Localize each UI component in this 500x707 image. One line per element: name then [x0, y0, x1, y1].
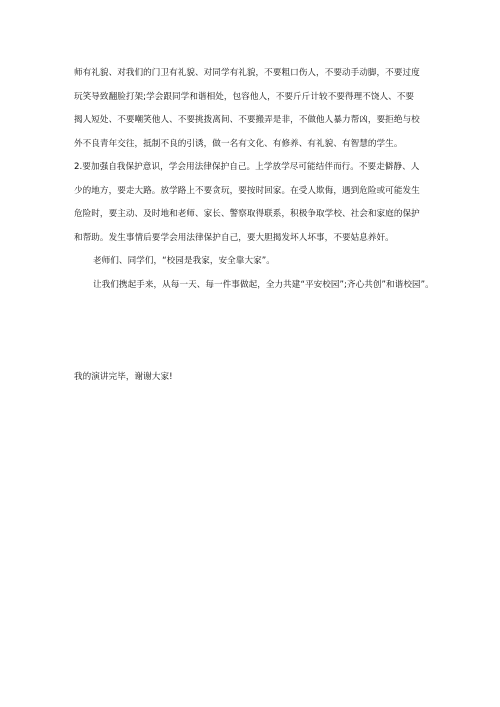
document-body	[74, 62, 434, 390]
text-line: 少的地方，要走大路。放学路上不要贪玩，要按时回家。在受人欺侮，遇到危险或可能发生	[74, 185, 420, 196]
text-line: 危险时，要主动、及时地和老师、家长、警察取得联系，积极争取学校、社会和家庭的保护	[74, 209, 420, 219]
text-line: 外不良青年交往，抵制不良的引诱，做一名有文化、有修养、有礼貌、有智慧的学生。	[74, 138, 403, 149]
paragraph-slogan: 老师们、同学们，“校园是我家，安全靠大家”。	[93, 256, 275, 266]
text-line: 玩笑导致翻脸打架;学会跟同学和谐相处，包容他人，不要斤斤计较不要得理不饶人、不要	[74, 91, 415, 102]
closing-line: 我的演讲完毕，谢谢大家!	[74, 372, 173, 382]
paragraph-call-to-action: 让我们携起手来，从每一天、每一件事做起，全力共建“平安校园”;齐心共创”和谐校园”。	[93, 279, 434, 290]
text-line: 2.要加强自我保护意识，学会用法律保护自己。上学放学尽可能结伴而行。不要走僻静、人	[74, 162, 420, 172]
text-line: 师有礼貌、对我们的门卫有礼貌、对同学有礼貌，不要粗口伤人，不要动手动脚，不要过度	[74, 68, 420, 78]
text-line: 揭人短处、不要嘲笑他人、不要挑拨离间、不要搬弄是非，不做他人暴力帮凶，要拒绝与校	[74, 115, 420, 125]
text-line: 和帮助。发生事情后要学会用法律保护自己，要大胆揭发坏人坏事，不要姑息养奸。	[74, 232, 394, 243]
blank-space	[74, 297, 434, 366]
